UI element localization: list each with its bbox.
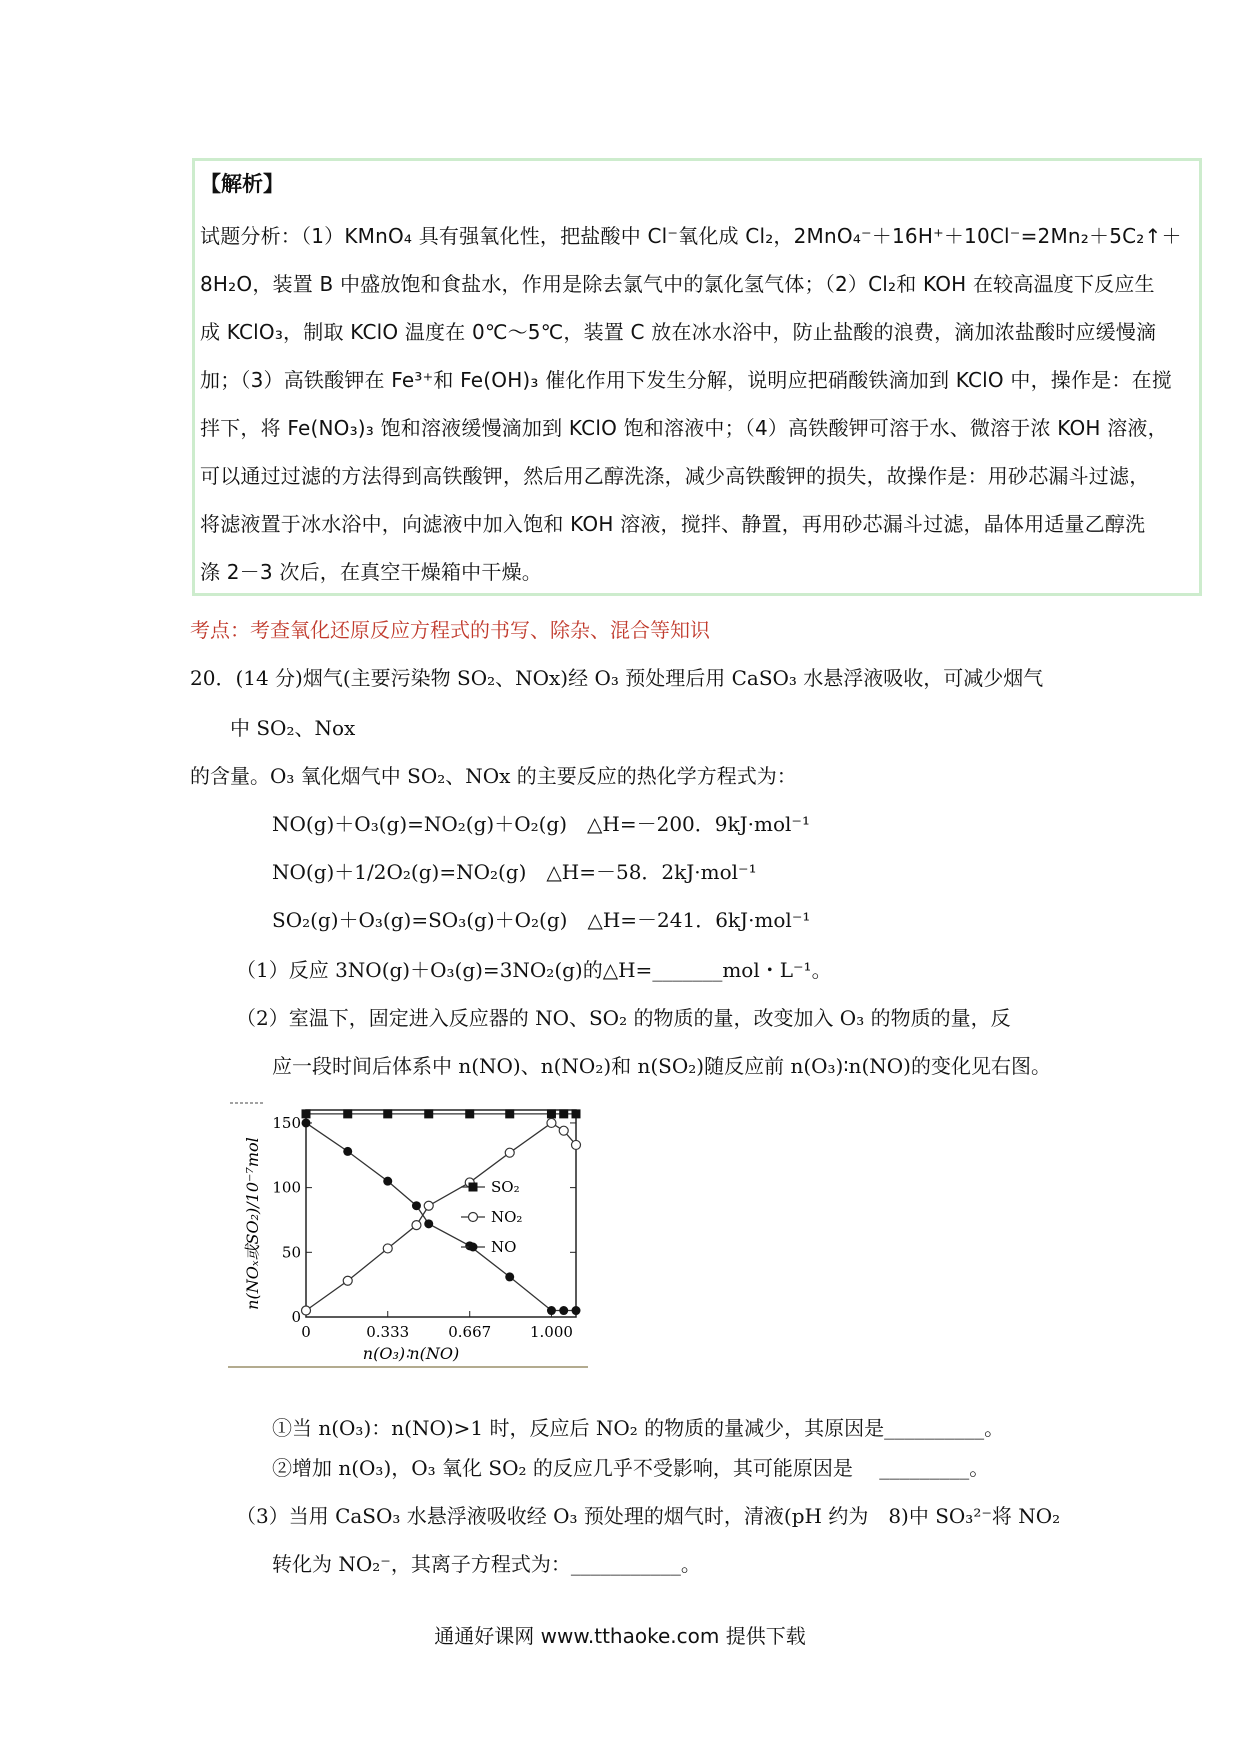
y-tick-label: 0	[291, 1308, 301, 1326]
so2-point	[383, 1109, 392, 1118]
equation-3: SO₂(g)＋O₃(g)=SO₃(g)＋O₂(g) △H=－241．6kJ·mol⁻¹	[272, 908, 811, 932]
no2-point	[559, 1126, 568, 1135]
so2-point	[505, 1109, 514, 1118]
analysis-line-6: 可以通过过滤的方法得到高铁酸钾，然后用乙醇洗涤，减少高铁酸钾的损失，故操作是：用砂芯漏斗过滤，	[200, 464, 1150, 488]
legend-label-1: NO₂	[491, 1208, 523, 1226]
kaodian-note: 考点：考查氧化还原反应方程式的书写、除杂、混合等知识	[190, 618, 710, 642]
reaction-chart	[228, 1095, 598, 1370]
no-point	[412, 1201, 421, 1210]
so2-point	[465, 1109, 474, 1118]
sub-question-2-c2: ②增加 n(O₃)，O₃ 氧化 SO₂ 的反应几乎不受影响，其可能原因是 _________。	[272, 1456, 990, 1480]
sub-question-2-b: 应一段时间后体系中 n(NO)、n(NO₂)和 n(SO₂)随反应前 n(O₃)∶n(NO)的变化见右图。	[272, 1054, 1051, 1078]
no2-point	[572, 1140, 581, 1149]
equation-2: NO(g)＋1/2O₂(g)=NO₂(g) △H=－58．2kJ·mol⁻¹	[272, 860, 757, 884]
no2-point	[383, 1244, 392, 1253]
so2-point	[547, 1109, 556, 1118]
x-axis-label: n(O₃)∶n(NO)	[362, 1344, 460, 1363]
y-tick-label: 100	[272, 1178, 301, 1197]
no2-point	[505, 1148, 514, 1157]
no2-point	[424, 1201, 433, 1210]
analysis-line-2: 8H₂O，装置 B 中盛放饱和食盐水，作用是除去氯气中的氯化氢气体；（2）Cl₂和 KOH 在较高温度下反应生	[200, 272, 1155, 296]
sub-question-3-b: 转化为 NO₂⁻，其离子方程式为：___________。	[272, 1552, 701, 1576]
no-point	[302, 1118, 311, 1127]
analysis-title: 【解析】	[200, 172, 284, 196]
question-line-3: 的含量。O₃ 氧化烟气中 SO₂、NOx 的主要反应的热化学方程式为：	[190, 764, 797, 788]
legend-label-2: NO	[491, 1238, 517, 1256]
x-tick-label: 1.000	[529, 1323, 573, 1341]
equation-1: NO(g)＋O₃(g)=NO₂(g)＋O₂(g) △H=－200．9kJ·mol⁻¹	[272, 812, 810, 836]
y-tick-label: 150	[272, 1113, 301, 1132]
no-point	[505, 1272, 514, 1281]
legend-marker-so2	[469, 1183, 478, 1192]
y-tick-label: 50	[281, 1243, 301, 1262]
so2-point	[559, 1109, 568, 1118]
question-line-1: 20．(14 分)烟气(主要污染物 SO₂、NOx)经 O₃ 预处理后用 CaSO₃ 水悬浮液吸收，可减少烟气	[190, 666, 1044, 690]
sub-question-3-a: （3）当用 CaSO₃ 水悬浮液吸收经 O₃ 预处理的烟气时，清液(pH 约为 8)中 SO₃²⁻将 NO₂	[236, 1504, 1061, 1528]
legend-marker-no	[469, 1243, 478, 1252]
footer-source: 通通好课网 www.tthaoke.com 提供下载	[434, 1624, 806, 1648]
analysis-line-7: 将滤液置于冰水浴中，向滤液中加入饱和 KOH 溶液，搅拌、静置，再用砂芯漏斗过滤，晶体用适量乙醇洗	[200, 512, 1146, 536]
no-point	[547, 1306, 556, 1315]
analysis-line-8: 涤 2－3 次后，在真空干燥箱中干燥。	[200, 560, 542, 584]
so2-point	[302, 1109, 311, 1118]
legend-marker-no2	[469, 1213, 478, 1222]
no-point	[559, 1306, 568, 1315]
analysis-line-4: 加；（3）高铁酸钾在 Fe³⁺和 Fe(OH)₃ 催化作用下发生分解，说明应把硝酸铁滴加到 KClO 中，操作是：在搅	[200, 368, 1173, 392]
analysis-line-5: 拌下，将 Fe(NO₃)₃ 饱和溶液缓慢滴加到 KClO 饱和溶液中；（4）高铁酸钾可溶于水、微溶于浓 KOH 溶液，	[200, 416, 1168, 440]
x-tick-label: 0.333	[366, 1323, 410, 1341]
no2-point	[302, 1306, 311, 1315]
analysis-line-1: 试题分析：（1）KMnO₄ 具有强氧化性，把盐酸中 Cl⁻氧化成 Cl₂，2MnO₄⁻＋16H⁺＋10Cl⁻=2Mn₂＋5C₂↑＋	[200, 224, 1182, 248]
no-point	[572, 1306, 581, 1315]
y-axis-label: n(NOₓ或SO₂)/10⁻⁷mol	[243, 1137, 262, 1310]
so2-point	[572, 1109, 581, 1118]
sub-question-2-c1: ①当 n(O₃)：n(NO)>1 时，反应后 NO₂ 的物质的量减少，其原因是__________。	[272, 1416, 1005, 1440]
no-point	[424, 1219, 433, 1228]
no2-point	[343, 1276, 352, 1285]
x-tick-label: 0	[301, 1323, 311, 1341]
so2-point	[343, 1109, 352, 1118]
so2-point	[424, 1109, 433, 1118]
analysis-line-3: 成 KClO₃，制取 KClO 温度在 0℃～5℃，装置 C 放在冰水浴中，防止盐酸的浪费，滴加浓盐酸时应缓慢滴	[200, 320, 1157, 344]
question-line-2: 中 SO₂、Nox	[230, 716, 356, 740]
sub-question-1: （1）反应 3NO(g)＋O₃(g)=3NO₂(g)的△H=_______mol・L⁻¹。	[236, 958, 832, 982]
no-point	[343, 1147, 352, 1156]
no2-point	[412, 1221, 421, 1230]
plot-frame	[306, 1110, 576, 1317]
legend-label-0: SO₂	[491, 1178, 520, 1196]
no-point	[383, 1177, 392, 1186]
x-tick-label: 0.667	[448, 1323, 492, 1341]
sub-question-2-a: （2）室温下，固定进入反应器的 NO、SO₂ 的物质的量，改变加入 O₃ 的物质的量，反	[236, 1006, 1011, 1030]
no2-point	[547, 1118, 556, 1127]
